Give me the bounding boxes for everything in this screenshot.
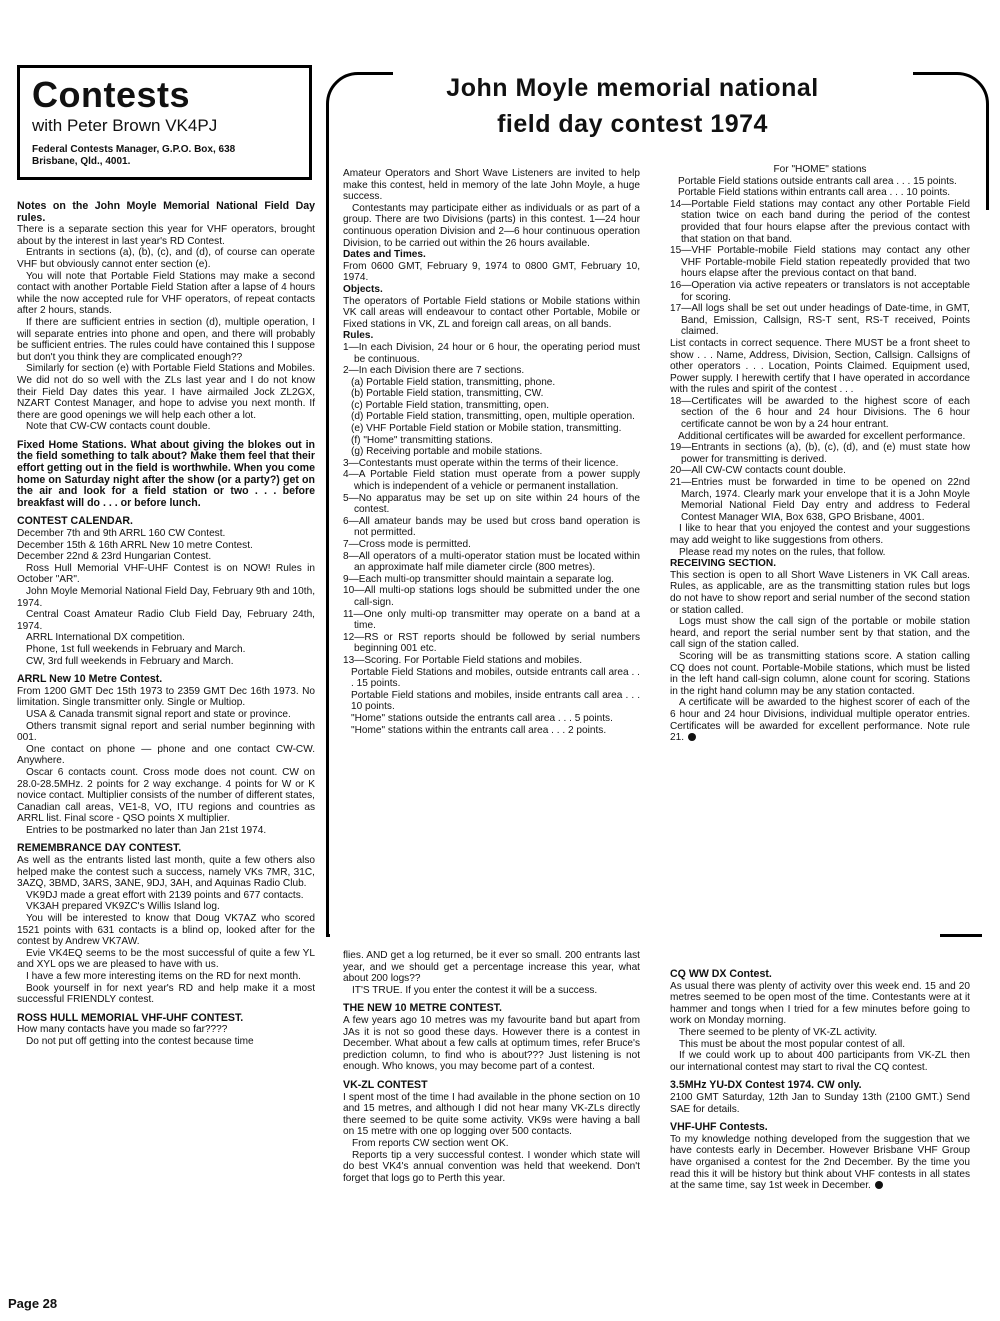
paragraph-text: (f) "Home" transmitting stations.: [351, 434, 493, 446]
paragraph: [343, 632, 640, 655]
paragraph: [343, 655, 640, 667]
feature-title-line: John Moyle memorial national: [446, 74, 819, 102]
paragraph: [343, 469, 640, 492]
paragraph-text: I like to hear that you enjoyed the contest and your suggestions may add weight to like suggestions from others.: [670, 523, 970, 546]
paragraph: [17, 421, 315, 433]
paragraph-text: (a) Portable Field station, transmitting, phone.: [351, 376, 556, 388]
paragraph-text: Please read my notes on the rules, that follow.: [679, 546, 886, 558]
paragraph-text: 4—A Portable Field station must operate from a power supply which is independent of a vehicle or permanent installation.: [343, 469, 640, 493]
paragraph: [343, 516, 640, 539]
paragraph-text: (d) Portable Field station, transmitting, open, multiple operation.: [351, 411, 635, 423]
paragraph: [17, 540, 315, 552]
paragraph: [343, 261, 640, 284]
paragraph-text: "Home" stations outside the entrants call area . . . 5 points.: [351, 712, 613, 724]
paragraph: [670, 477, 970, 523]
paragraph-text: If we could work up to about 400 participants from VK-ZL then our international contest may start to rival the CQ contest.: [670, 1050, 970, 1073]
paragraph: [670, 651, 970, 697]
paragraph: [17, 948, 315, 971]
paragraph-text: John Moyle Memorial National Field Day, February 9th and 10th, 1974.: [17, 586, 315, 609]
paragraph: [670, 697, 970, 743]
paragraph-text: Amateur Operators and Short Wave Listeners are invited to help make this contest, held in memory of the late John Moyle, a huge success.: [343, 168, 640, 203]
paragraph-text: One contact on phone — phone and one contact CW-CW. Anywhere.: [17, 743, 315, 767]
paragraph-text: Fixed Home Stations. What about giving the blokes out in the field something to talk about? Make them feel that their effort getting out in the field is worthwhile. When you come home on Saturday night after the show (or a party?) get on the air and look for a field station or two . . . before breakfast will do . . . or before lunch.: [17, 438, 315, 509]
paragraph-text: Entries to be postmarked no later than Jan 21st 1974.: [26, 824, 267, 836]
paragraph-text: I spent most of the time I had available in the phone section on 10 and 15 metres, and although I did not hear many VK-ZLs directly there seemed to be quite some activity. VK9s were having a ball on 15 metre with one op logging over 500 contacts.: [343, 1091, 640, 1138]
section-heading: [670, 969, 970, 981]
paragraph-text: CQ WW DX Contest.: [670, 968, 772, 980]
paragraph: [343, 423, 640, 435]
paragraph-text: USA & Canada transmit signal report and state or province.: [26, 708, 291, 720]
section-heading: [17, 440, 315, 510]
paragraph-text: 15—VHF Portable-mobile Field stations may contact any other VHF Portable-mobile Field station repeatedly provided that two hours elapse after the previous contact on that band.: [670, 245, 970, 280]
frame-gap: [330, 930, 940, 940]
paragraph-text: How many contacts have you made so far????: [17, 1024, 228, 1036]
paragraph: [343, 1092, 640, 1138]
paragraph: [343, 365, 640, 377]
paragraph: [17, 721, 315, 744]
paragraph-text: IT'S TRUE. If you enter the contest it will be a success.: [352, 984, 598, 996]
paragraph-text: Portable Field stations within entrants call area . . . 10 points.: [678, 187, 951, 199]
paragraph: [17, 686, 315, 709]
paragraph: [670, 303, 970, 338]
paragraph-text: Ross Hull Memorial VHF-UHF Contest is on NOW! Rules in October "AR".: [17, 562, 315, 586]
paragraph: [343, 377, 640, 389]
paragraph-text: 2100 GMT Saturday, 12th Jan to Sunday 13th (2100 GMT.) Send SAE for details.: [670, 1091, 970, 1115]
paragraph: [17, 563, 315, 586]
paragraph: [343, 725, 640, 737]
paragraph-text: December 22nd & 23rd Hungarian Contest.: [17, 551, 212, 563]
paragraph: [343, 574, 640, 586]
paragraph-text: 21—Entries must be forwarded in time to be opened on 22nd March, 1974. Clearly mark your envelope that it is a John Moyle Memorial National Field Day entry and address to Federal Contest Manager WIA, Box 638, GPO Brisbane, 4001.: [670, 477, 970, 523]
paragraph-text: VHF-UHF Contests.: [670, 1121, 768, 1134]
paragraph: [343, 539, 640, 551]
paragraph: [670, 465, 970, 477]
paragraph-text: For "HOME" stations: [773, 164, 867, 175]
frame-gap: [982, 210, 994, 945]
paragraph: [670, 616, 970, 651]
paragraph: [17, 644, 315, 656]
paragraph: [343, 296, 640, 331]
paragraph-text: Dates and Times.: [343, 249, 426, 261]
section-heading: [670, 1080, 970, 1092]
paragraph-text: Logs must show the call sign of the portable or mobile station heard, and report the serial number sent by that station, and the call sign of the station called.: [670, 616, 970, 651]
paragraph-text: There seemed to be plenty of VK-ZL activity.: [679, 1026, 878, 1038]
paragraph-text: 14—Portable Field stations may contact any other Portable Field station twice on each band during the period of the contest provided that four hours elapse after the previous contact with that station on that band.: [670, 198, 970, 245]
paragraph: [670, 523, 970, 546]
paragraph: [17, 983, 315, 1006]
paragraph-text: From reports CW section went OK.: [352, 1137, 509, 1149]
paragraph-text: VK-ZL CONTEST: [343, 1078, 428, 1091]
paragraph: [343, 493, 640, 516]
paragraph: [343, 203, 640, 249]
paragraph-text: Similarly for section (e) with Portable Field Stations and Mobiles. We did not do so well with the ZLs last year and I do not know their Field Day dates this year. I have airmailed Jock ZL2GX, NZART Contest Manager, and hope to advise you next month. If there are good openings we will help each other a lot.: [17, 363, 315, 421]
feature-title: [345, 70, 920, 142]
paragraph: [343, 950, 640, 985]
paragraph: [17, 224, 315, 247]
paragraph-text: Portable Field stations and mobiles, inside entrants call area . . . 10 points.: [351, 689, 640, 713]
paragraph-text: "Home" stations within the entrants call area . . . 2 points.: [351, 724, 607, 736]
paragraph: [17, 247, 315, 270]
paragraph-text: 13—Scoring. For Portable Field stations and mobiles.: [343, 654, 583, 666]
paragraph-text: flies. AND get a log returned, be it ever so small. 200 entrants last year, and we should get a percentage increase this year, what about 200 logs??: [343, 950, 640, 985]
paragraph: [17, 744, 315, 767]
paragraph: [670, 187, 970, 199]
paragraph: [343, 1138, 640, 1150]
paragraph-text: From 1200 GMT Dec 15th 1973 to 2359 GMT Dec 16th 1973. No limitation. Single transmitter only. Single or Multiop.: [17, 685, 315, 709]
paragraph: [343, 713, 640, 725]
section-heading: [670, 558, 970, 570]
section-heading: [17, 674, 315, 686]
paragraph-text: There is a separate section this year for VHF operators, brought about by the interest in last year's RD Contest.: [17, 224, 315, 247]
section-heading: [343, 1080, 640, 1092]
paragraph: [17, 656, 315, 668]
paragraph: [343, 388, 640, 400]
section-heading: [17, 1013, 315, 1025]
paragraph-text: REMEMBRANCE DAY CONTEST.: [17, 842, 182, 855]
section-heading: [343, 1003, 640, 1015]
paragraph: [17, 317, 315, 363]
paragraph-text: You will note that Portable Field Stations may make a second contact with another Portable Field Station after a lapse of 4 hours while the now accepted rule for VHF operators, of repeat contacts after 2 hours, stands.: [17, 270, 315, 317]
paragraph-text: Objects.: [343, 283, 383, 295]
paragraph-text: December 15th & 16th ARRL New 10 metre Contest.: [17, 539, 253, 551]
paragraph: [17, 551, 315, 563]
paragraph: [670, 280, 970, 303]
paragraph-text: Notes on the John Moyle Memorial National Field Day rules.: [17, 200, 315, 224]
paragraph: [17, 913, 315, 948]
paragraph: [670, 1134, 970, 1192]
paragraph: [670, 981, 970, 1027]
paragraph-text: A certificate will be awarded to the highest scorer of each of the 6 hour and 24 hour Divisions, individual multiple operator entries. Certificates will be awarded for excellent performance. Note rule 21.: [670, 697, 970, 744]
paragraph-text: List contacts in correct sequence. There MUST be a front sheet to show . . . Name, Address, Division, Section, Callsign. Callsigns of other operators . . . Location, Points Claimed. Equipment used, Power supply. I herewith certify that I have operated in accordance with the rules and spirit of the contest . . .: [670, 337, 970, 396]
paragraph-text: Do not put off getting into the contest because time: [26, 1035, 254, 1047]
paragraph-text: Book yourself in for next year's RD and help make it a most successful FRIENDLY contest.: [17, 982, 315, 1006]
paragraph: [343, 342, 640, 365]
paragraph-text: Additional certificates will be awarded for excellent performance.: [678, 430, 966, 442]
rules-column: [343, 168, 640, 736]
paragraph: [343, 446, 640, 458]
paragraph-text: Entrants in sections (a), (b), (c), and (d), of course can operate VHF but obviously cannot enter section (e).: [17, 247, 315, 270]
paragraph-text: 16—Operation via active repeaters or translators is not acceptable for scoring.: [670, 279, 970, 303]
paragraph-text: Note that CW-CW contacts count double.: [26, 421, 211, 433]
paragraph: [17, 855, 315, 890]
paragraph-text: The operators of Portable Field stations or Mobile stations within VK call areas will endeavour to contact other Portable, Mobile or Fixed stations in VK, ZL and foreign call areas, on all bands.: [343, 295, 640, 330]
paragraph-text: From 0600 GMT, February 9, 1974 to 0800 GMT, February 10, 1974.: [343, 260, 640, 284]
paragraph-text: Oscar 6 contacts count. Cross mode does not count. CW on 28.0-28.5MHz. 2 points for 2 way exchange. 4 points for W or K novice contact. Multiplier consists of the number of different states, Canadian call areas, VE1-8, VO, ITU regions and countries as ARRL list. Final score - QSO points X multiplier.: [17, 766, 315, 825]
section-title: Contests: [32, 74, 191, 115]
paragraph-text: This section is open to all Short Wave Listeners in VK Call areas. Rules, as applicable, are as the transmitting station rules but logs do not have to show report and serial number of the second station or station called.: [670, 569, 970, 616]
paragraph: [343, 585, 640, 608]
paragraph: [670, 570, 970, 616]
paragraph: [670, 431, 970, 443]
right-column: [670, 962, 970, 1192]
middle-column: [343, 950, 640, 1184]
paragraph-text: VK9DJ made a great effort with 2139 points and 677 contacts.: [26, 889, 304, 901]
paragraph: [17, 528, 315, 540]
paragraph: [343, 1150, 640, 1185]
paragraph-text: 18—Certificates will be awarded to the highest score of each section of the 6 hour and 24 hour Divisions. The 6 hour certificate cannot be won by a 24 hour entrant.: [670, 395, 970, 431]
paragraph: [17, 586, 315, 609]
paragraph-text: (g) Receiving portable and mobile stations.: [351, 446, 543, 458]
section-heading: [17, 201, 315, 224]
section-heading: [17, 516, 315, 528]
section-subtitle: with Peter Brown VK4PJ: [32, 116, 218, 135]
paragraph-text: If there are sufficient entries in section (d), multiple operation, I will separate entries into phone and open, and there will probably be sufficient entries. The rules could have contained this I suppose but don't you think they are complicated enough??: [17, 316, 315, 363]
paragraph-text: 20—All CW-CW contacts count double.: [670, 465, 846, 477]
contests-header-box: [17, 65, 312, 180]
paragraph-text: (e) VHF Portable Field station or Mobile station, transmitting.: [351, 423, 622, 435]
section-heading: [343, 284, 640, 296]
paragraph-text: Phone, 1st full weekends in February and March.: [26, 643, 246, 655]
paragraph: [17, 901, 315, 913]
address-line: Federal Contests Manager, G.P.O. Box, 638: [32, 144, 236, 155]
paragraph-text: Scoring will be as transmitting stations score. A station calling CQ does not count. Portable-Mobile stations, which must be listed in the left hand call-sign column, alone count for scoring. Stations in the right hand column may be any station contacted.: [670, 650, 970, 697]
paragraph: [17, 825, 315, 837]
paragraph: [343, 400, 640, 412]
paragraph-text: VK3AH prepared VK9ZC's Willis Island log.: [26, 901, 220, 913]
paragraph: [17, 363, 315, 421]
paragraph: [670, 338, 970, 396]
paragraph-text: Contestants may participate either as individuals or as part of a group. There are two Divisions (parts) in this contest. 1—24 hour continuous operation Division and 2—6 hour continuous operation Division, to be carried out within the 26 hours available.: [343, 202, 640, 249]
paragraph-text: RECEIVING SECTION.: [670, 558, 776, 570]
paragraph: [343, 667, 640, 690]
paragraph: [17, 767, 315, 825]
section-heading: [17, 843, 315, 855]
address-block: [32, 144, 297, 168]
paragraph-text: THE NEW 10 METRE CONTEST.: [343, 1002, 502, 1015]
paragraph-text: You will be interested to know that Doug VK7AZ who scored 1521 points with 631 contacts is a blind op, looked after for the contest by Andrew VK7AW.: [17, 913, 315, 948]
paragraph: [17, 709, 315, 721]
paragraph-text: 2—In each Division there are 7 sections.: [343, 365, 525, 377]
paragraph: [670, 1050, 970, 1073]
paragraph-text: ROSS HULL MEMORIAL VHF-UHF CONTEST.: [17, 1011, 244, 1024]
paragraph-text: ARRL New 10 Metre Contest.: [17, 673, 163, 686]
paragraph-text: To my knowledge nothing developed from the suggestion that we have contests early in December. However Brisbane VHF Group have organised a contest for the 2nd December. By the time you read this it will be history but think about VHF contests in all states at the same time, say 1st week in December.: [670, 1133, 970, 1192]
section-heading: [670, 1122, 970, 1134]
paragraph-text: 17—All logs shall be set out under headings of Date-time, in GMT, Band, Emission, Callsign, RS-T sent, RS-T received, Points claimed.: [670, 303, 970, 338]
paragraph: [343, 435, 640, 447]
paragraph: [670, 1039, 970, 1051]
paragraph-text: ARRL International DX competition.: [26, 632, 185, 644]
paragraph-text: Central Coast Amateur Radio Club Field Day, February 24th, 1974.: [17, 609, 315, 632]
paragraph-text: Portable Field stations outside entrants call area . . . 15 points.: [678, 175, 957, 187]
paragraph-text: CW, 3rd full weekends in February and March.: [26, 655, 234, 667]
paragraph-text: Evie VK4EQ seems to be the most successful of quite a few YL and XYL ops we are pleased to have with us.: [17, 947, 315, 971]
section-heading: [343, 249, 640, 261]
paragraph: [670, 176, 970, 188]
paragraph-text: CONTEST CALENDAR.: [17, 515, 133, 528]
paragraph-text: Others transmit signal report and serial number beginning with 001.: [17, 720, 315, 744]
paragraph-text: 12—RS or RST reports should be followed by serial numbers beginning 001 etc.: [343, 631, 640, 655]
paragraph: [670, 547, 970, 559]
paragraph-text: 9—Each multi-op transmitter should maintain a separate log.: [343, 573, 614, 585]
paragraph: [17, 1036, 315, 1048]
paragraph: [343, 690, 640, 713]
paragraph: [343, 551, 640, 574]
rules-column-right: [670, 164, 970, 744]
section-heading: [343, 330, 640, 342]
paragraph: [670, 199, 970, 245]
paragraph: [17, 609, 315, 632]
paragraph: [17, 1024, 315, 1036]
paragraph: [670, 396, 970, 431]
paragraph-text: 5—No apparatus may be set up on site within 24 hours of the contest.: [343, 492, 640, 516]
paragraph-text: 10—All multi-op stations logs should be submitted under the one call-sign.: [343, 585, 640, 608]
paragraph-text: 1—In each Division, 24 hour or 6 hour, the operating period must be continuous.: [343, 341, 640, 365]
paragraph-text: 11—One only multi-op transmitter may operate on a band at a time.: [343, 608, 640, 632]
paragraph: [343, 1015, 640, 1073]
address-line: Brisbane, Qld., 4001.: [32, 156, 131, 167]
paragraph: [343, 609, 640, 632]
paragraph-text: (c) Portable Field station, transmitting, open.: [351, 399, 550, 411]
paragraph-text: Rules.: [343, 330, 374, 342]
paragraph: [670, 245, 970, 280]
paragraph: [343, 411, 640, 423]
paragraph: [17, 890, 315, 902]
paragraph-text: 6—All amateur bands may be used but cross band operation is not permitted.: [343, 515, 640, 539]
paragraph-text: 19—Entrants in sections (a), (b), (c), (d), and (e) must state how power for transmitting is derived.: [670, 442, 970, 465]
paragraph: [670, 164, 970, 176]
paragraph-text: (b) Portable Field station, transmitting, CW.: [351, 388, 544, 400]
paragraph-text: A few years ago 10 metres was my favourite band but apart from JAs it is not so good these days. However there is a contest in December. What about a few calls at optimum times, refer Bruce's prediction column, to find who is about??? Just listening is not enough. Who knows, you may become part of a contest.: [343, 1014, 640, 1073]
paragraph-text: Reports tip a very successful contest. I wonder which state will do best VK4's annual convention was held that weekend. Don't forget that logs go to Perth this year.: [343, 1149, 640, 1184]
paragraph: [670, 1027, 970, 1039]
paragraph-text: I have a few more interesting items on the RD for next month.: [26, 971, 301, 982]
paragraph-text: 8—All operators of a multi-operator station must be located within an approximate half mile diameter circle (800 metres).: [343, 550, 640, 574]
paragraph-text: As well as the entrants listed last month, quite a few others also helped make the contest such a success, namely VKs 7MR, 31C, 3AZQ, 3BMD, 3ARS, 3ANE, 9DJ, 3AH, and Aquinas Radio Club.: [17, 855, 315, 890]
left-column: [17, 194, 315, 1048]
paragraph: [17, 632, 315, 644]
paragraph-text: 3—Contestants must operate within the terms of their licence.: [343, 457, 619, 469]
paragraph: [17, 971, 315, 983]
paragraph-text: December 7th and 9th ARRL 160 CW Contest.: [17, 528, 226, 540]
paragraph-text: 3.5MHz YU-DX Contest 1974. CW only.: [670, 1079, 862, 1092]
paragraph-text: As usual there was plenty of activity over this week end. 15 and 20 metres seemed to be open most of the time. Contestants were at it hammer and tongs when I tried for a few minutes before going to work on Monday morning.: [670, 980, 970, 1027]
paragraph-text: This must be about the most popular contest of all.: [679, 1038, 906, 1050]
paragraph-text: Portable Field Stations and mobiles, outside entrants call area . . . 15 points.: [351, 666, 640, 690]
paragraph: [670, 442, 970, 465]
paragraph: [670, 1092, 970, 1115]
paragraph: [343, 458, 640, 470]
paragraph-text: 7—Cross mode is permitted.: [343, 539, 471, 550]
paragraph: [343, 168, 640, 203]
paragraph: [17, 271, 315, 317]
feature-title-line: field day contest 1974: [497, 110, 768, 138]
end-bullet-icon: [875, 1181, 883, 1189]
paragraph: [343, 985, 640, 997]
end-bullet-icon: [688, 733, 696, 741]
page-number: Page 28: [8, 1296, 58, 1311]
